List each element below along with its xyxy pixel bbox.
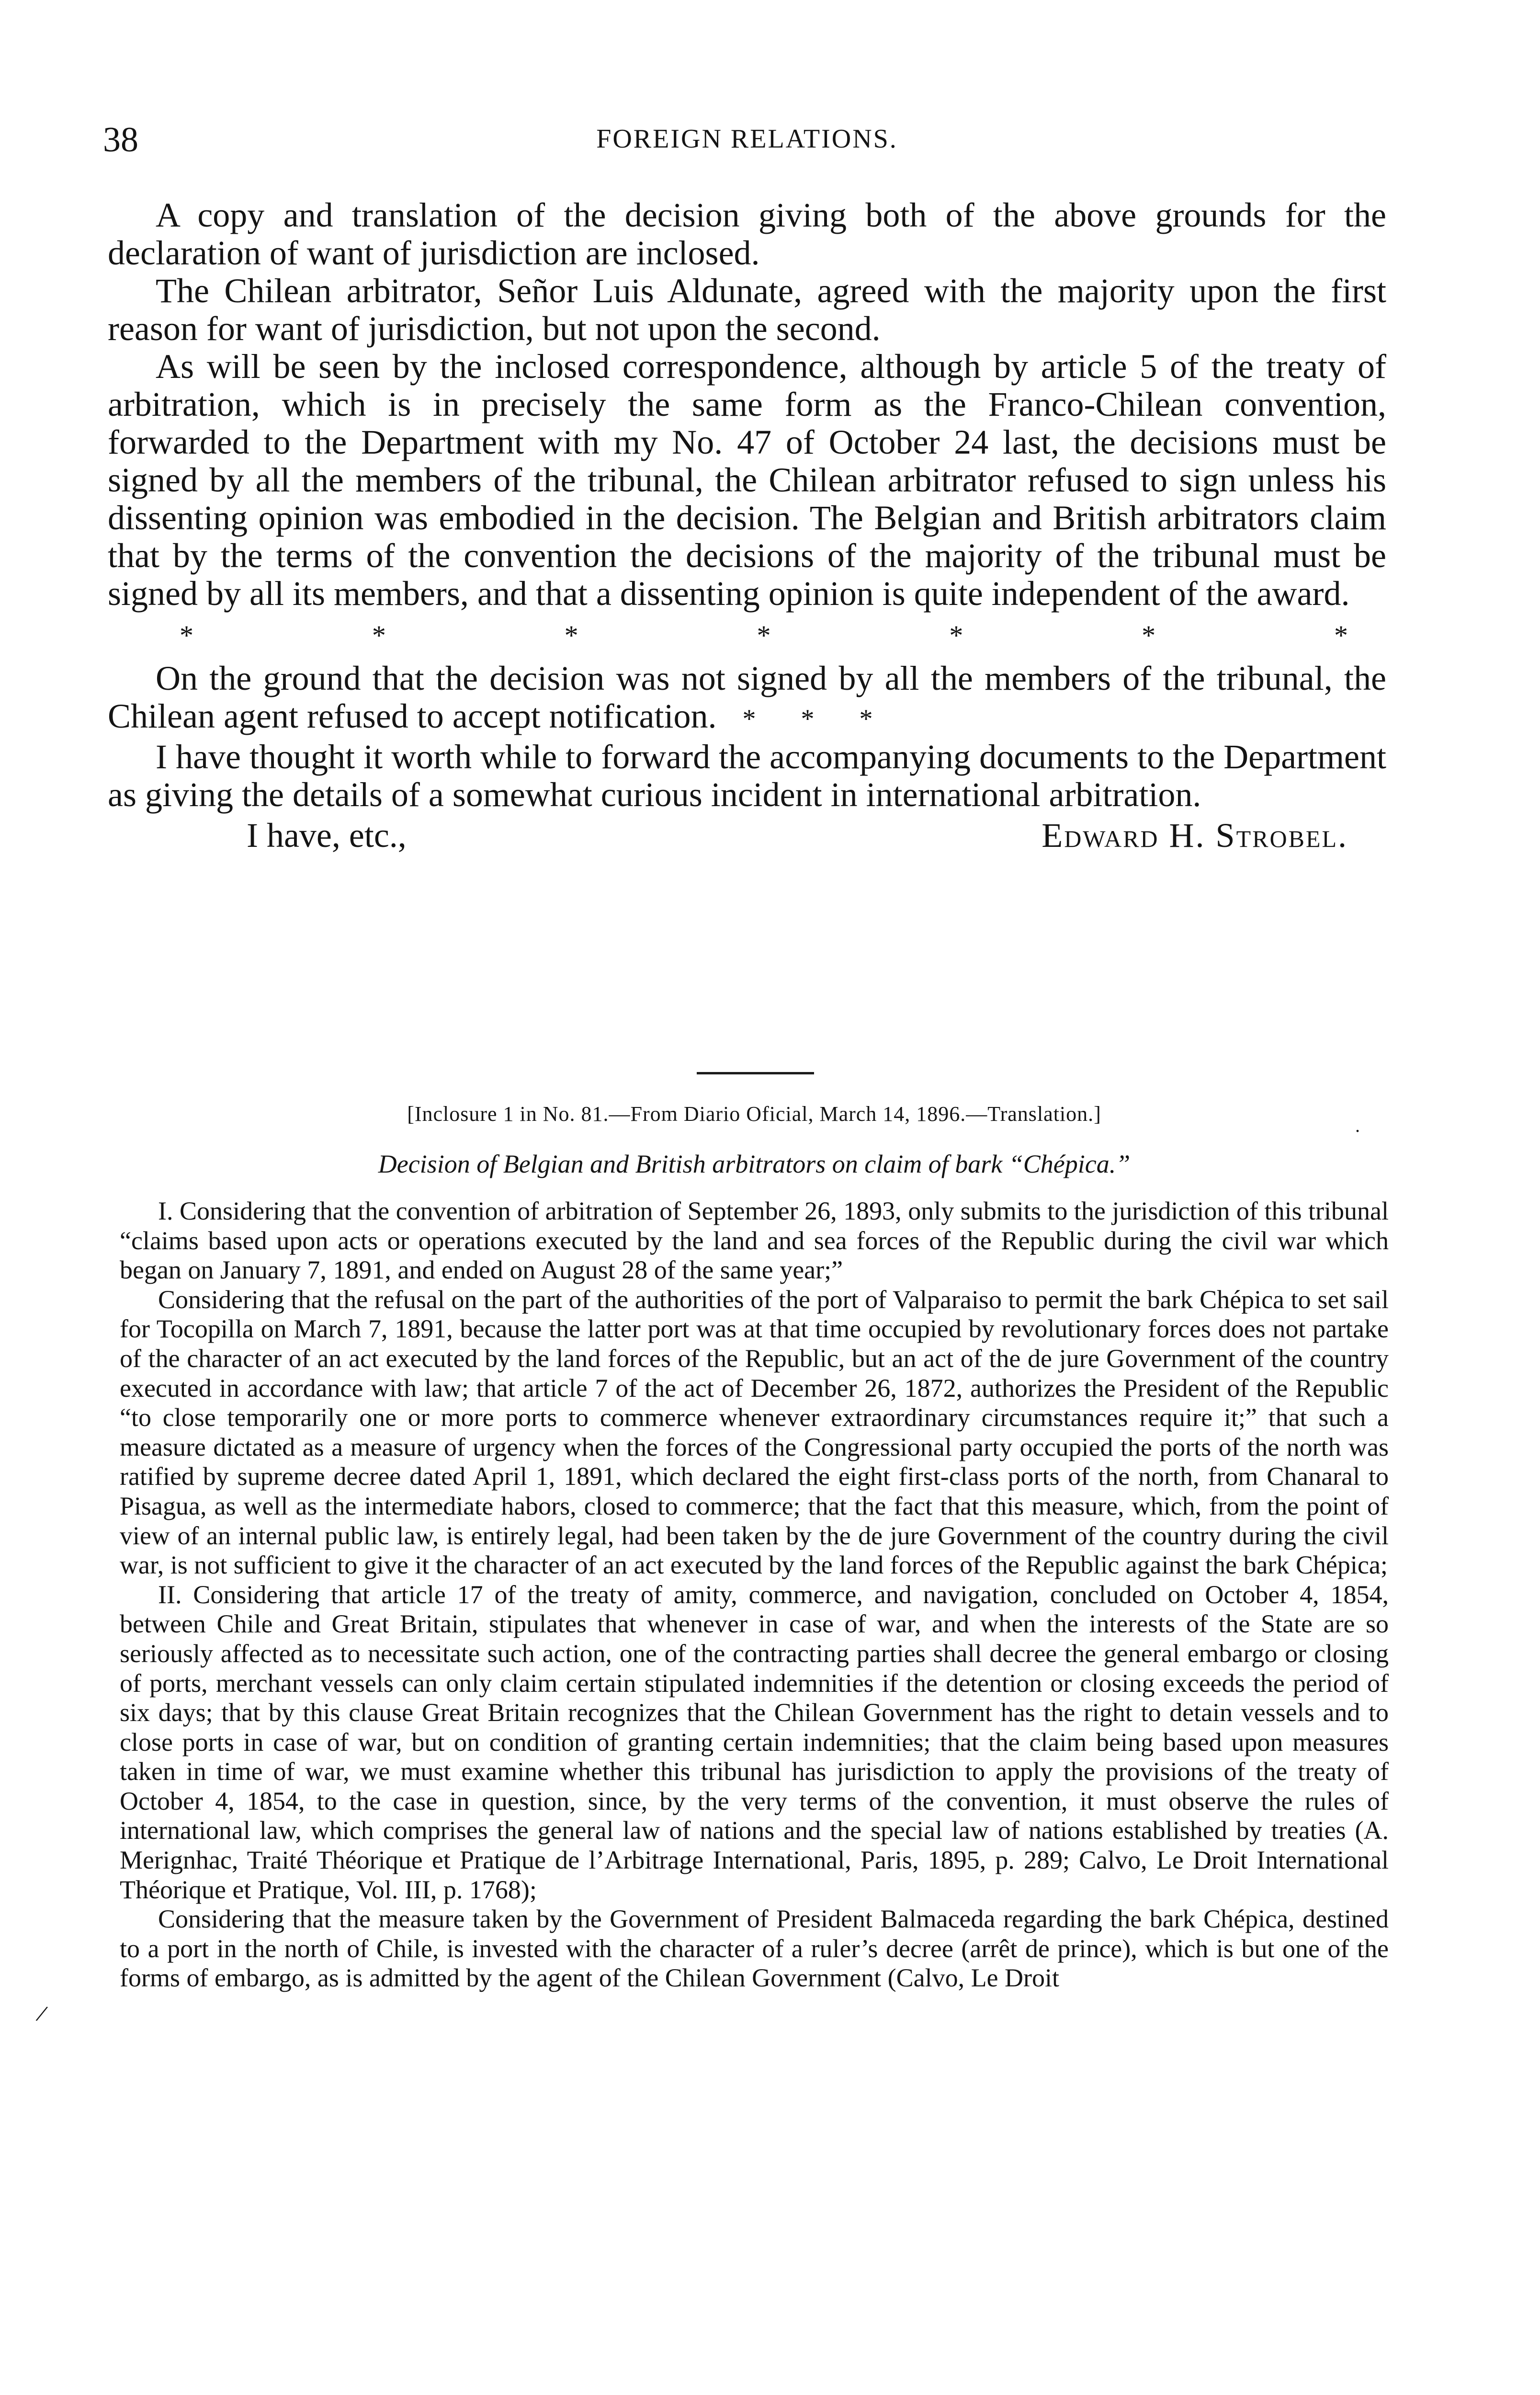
letter-body xyxy=(108,196,1386,855)
star: * xyxy=(564,620,578,651)
margin-tick-mark: / xyxy=(34,2000,50,2028)
section-divider xyxy=(697,1072,814,1074)
star: * xyxy=(1142,620,1156,651)
letter-paragraph-text: On the ground that the decision was not signed by all the members of the tribunal, the Chilean agent refused to accept notification. xyxy=(108,659,1386,735)
star: * xyxy=(949,620,963,651)
page-number: 38 xyxy=(103,120,138,160)
signature: Edward H. Strobel. xyxy=(1042,816,1348,855)
edge-dot-mark: . xyxy=(1355,1115,1360,1136)
letter-paragraph xyxy=(108,660,1386,738)
salutation: I have, etc., xyxy=(247,816,407,855)
decision-paragraph: I. Considering that the convention of arbitration of September 26, 1893, only submits to the jurisdiction of this tribunal “claims based upon acts or operations executed by the land and sea forces of the Republic during the civil war which began on January 7, 1891, and ended on August 28 of the same year;” xyxy=(120,1197,1389,1285)
letter-paragraph: I have thought it worth while to forward the accompanying documents to the Department as giving the details of a somewhat curious incident in international arbitration. xyxy=(108,738,1386,814)
letter-paragraph: The Chilean arbitrator, Señor Luis Aldunate, agreed with the majority upon the first reason for want of jurisdiction, but not upon the second. xyxy=(108,272,1386,348)
decision-title: Decision of Belgian and British arbitrators on claim of bark “Chépica.” xyxy=(378,1150,1131,1178)
star: * xyxy=(180,620,193,651)
star: * xyxy=(1334,620,1348,651)
inclosure-note: [Inclosure 1 in No. 81.—From Diario Oficial, March 14, 1896.—Translation.] xyxy=(407,1102,1101,1126)
letter-paragraph: As will be seen by the inclosed correspondence, although by article 5 of the treaty of arbitration, which is in precisely the same form as the Franco-Chilean convention, forwarded to the Department with my No. 47 of October 24 last, the decisions must be signed by all the members of the tribunal, the Chilean arbitrator refused to sign unless his dissenting opinion was embodied in the decision. The Belgian and British arbitrators claim that by the terms of the convention the decisions of the majority of the tribunal must be signed by all its members, and that a dissenting opinion is quite independent of the award. xyxy=(108,347,1386,613)
star: * xyxy=(757,620,771,651)
ellipsis-stars xyxy=(108,613,1386,660)
letter-paragraph: A copy and translation of the decision giving both of the above grounds for the declaration of want of jurisdiction are inclosed. xyxy=(108,196,1386,272)
letter-closing xyxy=(108,816,1386,855)
enclosure-section xyxy=(120,1100,1389,1993)
running-header xyxy=(103,120,1391,163)
inline-stars: * * * xyxy=(742,704,892,734)
decision-paragraph: Considering that the measure taken by the Government of President Balmaceda regarding the bark Chépica, destined to a port in the north of Chile, is invested with the character of a ruler’s decree (arrêt de prince), which is but one of the forms of embargo, as is admitted by the agent of the Chilean Government (Calvo, Le Droit xyxy=(120,1905,1389,1993)
star: * xyxy=(372,620,386,651)
decision-paragraph: II. Considering that article 17 of the treaty of amity, commerce, and navigation, concluded on October 4, 1854, between Chile and Great Britain, stipulates that whenever in case of war, and when the interests of the State are so seriously affected as to necessitate such action, one of the contracting parties shall decree the general embargo or closing of ports, merchant vessels can only claim certain stipulated indemnities if the detention or closing exceeds the period of six days; that by this clause Great Britain recognizes that the Chilean Government has the right to detain vessels and to close ports in case of war, but on condition of granting certain indemnities; that the claim being based upon measures taken in time of war, we must examine whether this tribunal has jurisdiction to apply the provisions of the treaty of October 4, 1854, to the case in question, since, by the very terms of the convention, it must observe the rules of international law, which comprises the general law of nations and the special law of nations established by treaties (A. Merignhac, Traité Théorique et Pratique de l’Arbitrage International, Paris, 1895, p. 289; Calvo, Le Droit International Théorique et Pratique, Vol. III, p. 1768); xyxy=(120,1580,1389,1904)
running-title: FOREIGN RELATIONS. xyxy=(596,124,898,154)
decision-paragraph: Considering that the refusal on the part of the authorities of the port of Valparaiso to permit the bark Chépica to set sail for Tocopilla on March 7, 1891, because the latter port was at that time occupied by revolutionary forces does not partake of the character of an act executed by the land forces of the Republic, but an act of the de jure Government of the country executed in accordance with law; that article 7 of the act of December 26, 1872, authorizes the President of the Republic “to close temporarily one or more ports to commerce whenever extraordinary circumstances require it;” that such a measure dictated as a measure of urgency when the forces of the Congressional party occupied the ports of the north was ratified by supreme decree dated April 1, 1891, which declared the eight first-class ports of the north, from Chanaral to Pisagua, as well as the intermediate habors, closed to commerce; that the fact that this measure, which, from the point of view of an internal public law, is entirely legal, had been taken by the de jure Government of the country during the civil war, is not sufficient to give it the character of an act executed by the land forces of the Republic against the bark Chépica; xyxy=(120,1285,1389,1580)
